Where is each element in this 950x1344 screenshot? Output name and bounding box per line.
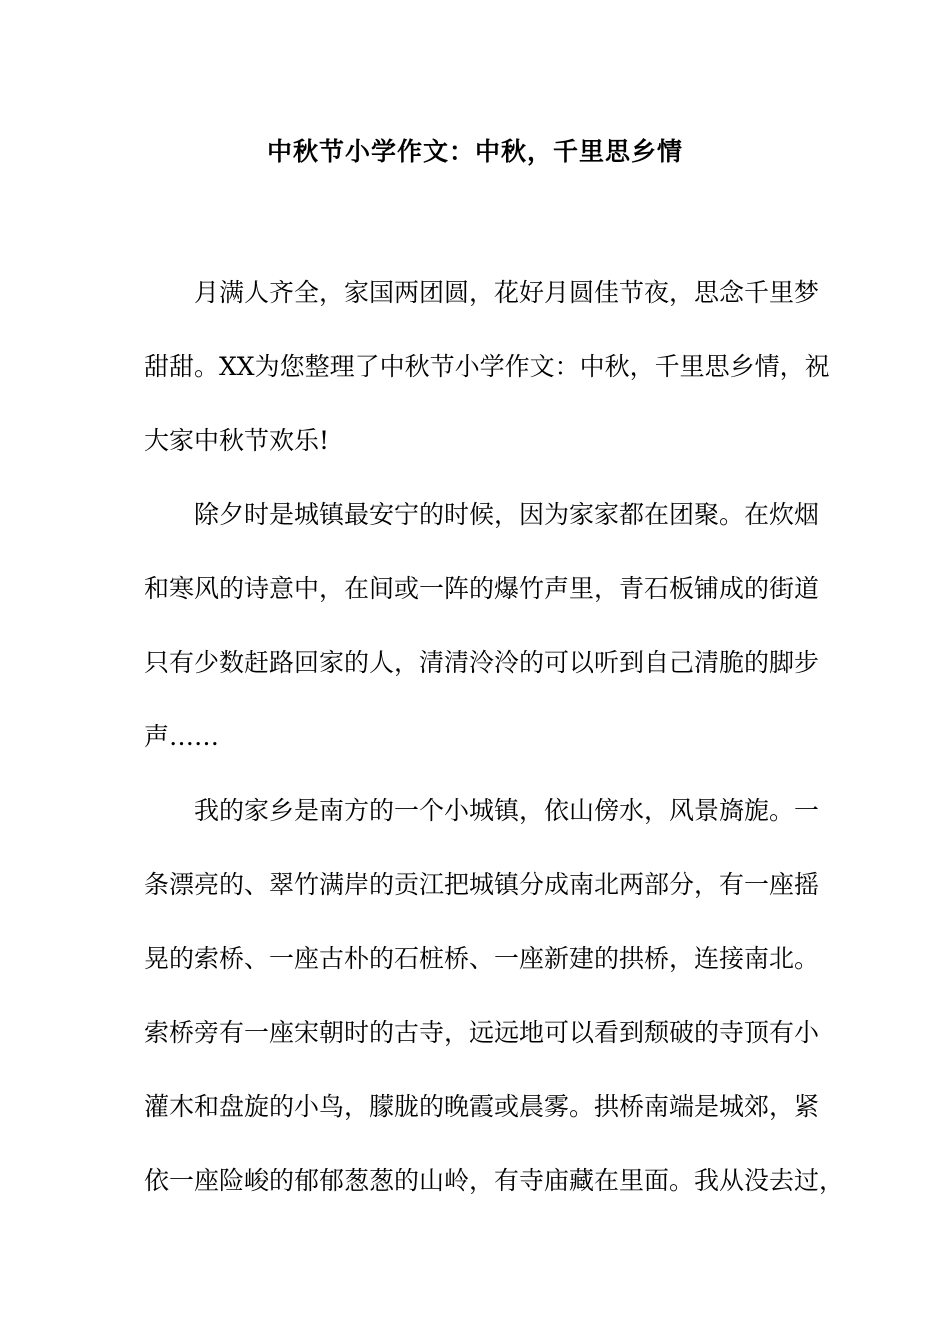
paragraph-3-line-3: 晃的索桥、一座古朴的石桩桥、一座新建的拱桥，连接南北。 bbox=[144, 944, 820, 973]
paragraph-1-line-2: 甜甜。XX为您整理了中秋节小学作文：中秋，千里思乡情，祝 bbox=[144, 352, 830, 381]
paragraph-3-line-5: 灌木和盘旋的小鸟，朦胧的晚霞或晨雾。拱桥南端是城郊，紧 bbox=[144, 1092, 820, 1121]
paragraph-1-line-1: 月满人齐全，家国两团圆，花好月圆佳节夜，思念千里梦 bbox=[194, 278, 820, 307]
paragraph-1-line-3: 大家中秋节欢乐! bbox=[144, 426, 330, 455]
paragraph-2-line-2: 和寒风的诗意中，在间或一阵的爆竹声里，青石板铺成的街道 bbox=[144, 574, 820, 603]
paragraph-3-line-6: 依一座险峻的郁郁葱葱的山岭，有寺庙藏在里面。我从没去过， bbox=[144, 1166, 845, 1195]
paragraph-2-line-4: 声…… bbox=[144, 722, 220, 751]
document-body bbox=[144, 256, 845, 1218]
paragraph-2-line-3: 只有少数赶路回家的人，清清泠泠的可以听到自己清脆的脚步 bbox=[144, 648, 820, 677]
paragraph-3-line-1: 我的家乡是南方的一个小城镇，依山傍水，风景旖旎。一 bbox=[194, 796, 820, 825]
paragraph-3-line-4: 索桥旁有一座宋朝时的古寺，远远地可以看到颓破的寺顶有小 bbox=[144, 1018, 820, 1047]
paragraph-3-line-2: 条漂亮的、翠竹满岸的贡江把城镇分成南北两部分，有一座摇 bbox=[144, 870, 820, 899]
paragraph-2-line-1: 除夕时是城镇最安宁的时候，因为家家都在团聚。在炊烟 bbox=[194, 500, 820, 529]
page-title: 中秋节小学作文：中秋，千里思乡情 bbox=[266, 137, 683, 166]
